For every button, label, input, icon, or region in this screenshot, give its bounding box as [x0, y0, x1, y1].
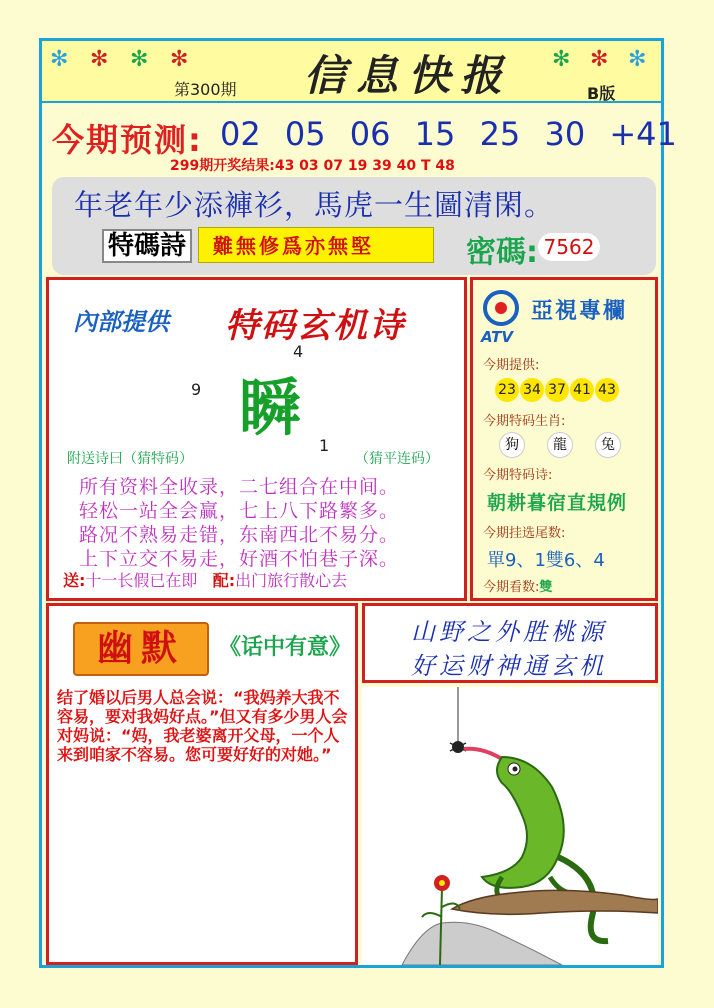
flower-icon: ✻: [590, 47, 609, 72]
humor-badge: 幽默: [73, 622, 209, 676]
tema-label: 特碼詩: [102, 229, 192, 263]
send-label: 送:: [63, 571, 86, 590]
page-frame: [39, 38, 677, 968]
hint-number: 1: [319, 436, 330, 455]
riddle-character: 瞬: [239, 371, 302, 444]
tema-text: 難無修爲亦無堅: [198, 227, 434, 263]
inner-label: 內部提供: [73, 308, 169, 336]
atv-logo-icon: [483, 290, 519, 326]
hint-number: 9: [191, 380, 202, 399]
sub-right: （猜平连码）: [355, 451, 439, 467]
flower-icon: ✻: [130, 47, 149, 72]
count-label: 今期看数:: [483, 580, 540, 595]
header: [42, 41, 661, 103]
number-ball: 37: [545, 378, 569, 402]
slogan-line: 好运财神通玄机: [411, 652, 607, 680]
humor-text: 结了婚以后男人总会说：“我妈养大我不容易，要对我妈好点。”但又有多少男人会对妈说：“妈，我老婆离开父母，一个人来到咱家不容易。您可要好好的对她。”: [57, 688, 348, 764]
atv-panel: [470, 277, 658, 601]
match-label: 配:: [212, 571, 236, 590]
humor-panel: [46, 603, 358, 965]
slogan-panel: [362, 603, 658, 683]
password-value: 7562: [538, 233, 600, 261]
send-text: 十一长假已在即: [85, 571, 198, 590]
flower-icon: ✻: [170, 47, 189, 72]
password-label: 密碼:: [466, 235, 538, 270]
forecast-special: +41: [609, 115, 677, 153]
flower-icon: ✻: [50, 47, 69, 72]
count-value: 雙: [539, 580, 553, 595]
forecast-row: [42, 105, 677, 175]
issue-number: 第300期: [174, 80, 237, 99]
inner-panel: [46, 277, 467, 601]
lizard-illustration: [362, 687, 658, 965]
atv-name: 亞視專欄: [531, 299, 628, 324]
zodiac-badge: 龍: [547, 432, 573, 458]
send-row: [63, 568, 347, 591]
poem-verse: 上下立交不易走，好酒不怕巷子深。: [79, 548, 400, 570]
number-ball: 43: [595, 378, 619, 402]
number-ball: 41: [570, 378, 594, 402]
poem-line: 年老年少添褲衫，馬虎一生圖清閑。: [74, 188, 555, 222]
previous-result: 299期开奖结果:43 03 07 19 39 40 T 48: [170, 158, 455, 174]
forecast-numbers: [220, 115, 691, 153]
zodiac-label: 今期特码生肖:: [483, 414, 566, 429]
atv-poem: 朝耕暮宿直規例: [487, 492, 628, 514]
atv-sub: ATV: [481, 328, 514, 346]
inner-title: 特码玄机诗: [225, 306, 405, 346]
zodiac-badge: 兔: [595, 432, 621, 458]
zodiac-row: [499, 432, 643, 458]
edition-label: B版: [587, 84, 616, 103]
provide-label: 今期提供:: [483, 358, 540, 373]
forecast-number: 15: [414, 115, 456, 153]
forecast-number: 25: [479, 115, 521, 153]
poem-band: [52, 177, 656, 275]
forecast-number: 05: [284, 115, 326, 153]
number-ball: 23: [495, 378, 519, 402]
forecast-label: 今期预测:: [52, 121, 203, 159]
flower-icon: ✻: [552, 47, 571, 72]
sub-left: 附送诗曰（猜特码）: [67, 451, 193, 467]
hint-number: 4: [293, 342, 304, 361]
match-text: 出门旅行散心去: [235, 571, 348, 590]
poem-verse: 轻松一站全会赢，七上八下路繁多。: [79, 500, 400, 522]
count-row: [483, 576, 552, 595]
tail-label: 今期挂选尾数:: [483, 526, 566, 541]
page-title: 信息快报: [304, 51, 513, 100]
forecast-number: 02: [220, 115, 261, 153]
ball-row: [495, 378, 620, 402]
flower-icon: ✻: [628, 47, 647, 72]
poem-label: 今期特码诗:: [483, 468, 553, 483]
forecast-number: 30: [544, 115, 586, 153]
humor-tag: 《话中有意》: [219, 635, 352, 660]
flower-icon: ✻: [90, 47, 109, 72]
poem-verse: 所有资料全收录，二七组合在中间。: [79, 476, 400, 498]
slogan-line: 山野之外胜桃源: [411, 618, 607, 646]
lizard-drawing: [362, 687, 658, 965]
zodiac-badge: 狗: [499, 432, 525, 458]
poem-verse: 路况不熟易走错，东南西北不易分。: [79, 524, 400, 546]
forecast-number: 06: [349, 115, 391, 153]
number-ball: 34: [520, 378, 544, 402]
tail-value: 單9、1雙6、4: [487, 550, 605, 571]
